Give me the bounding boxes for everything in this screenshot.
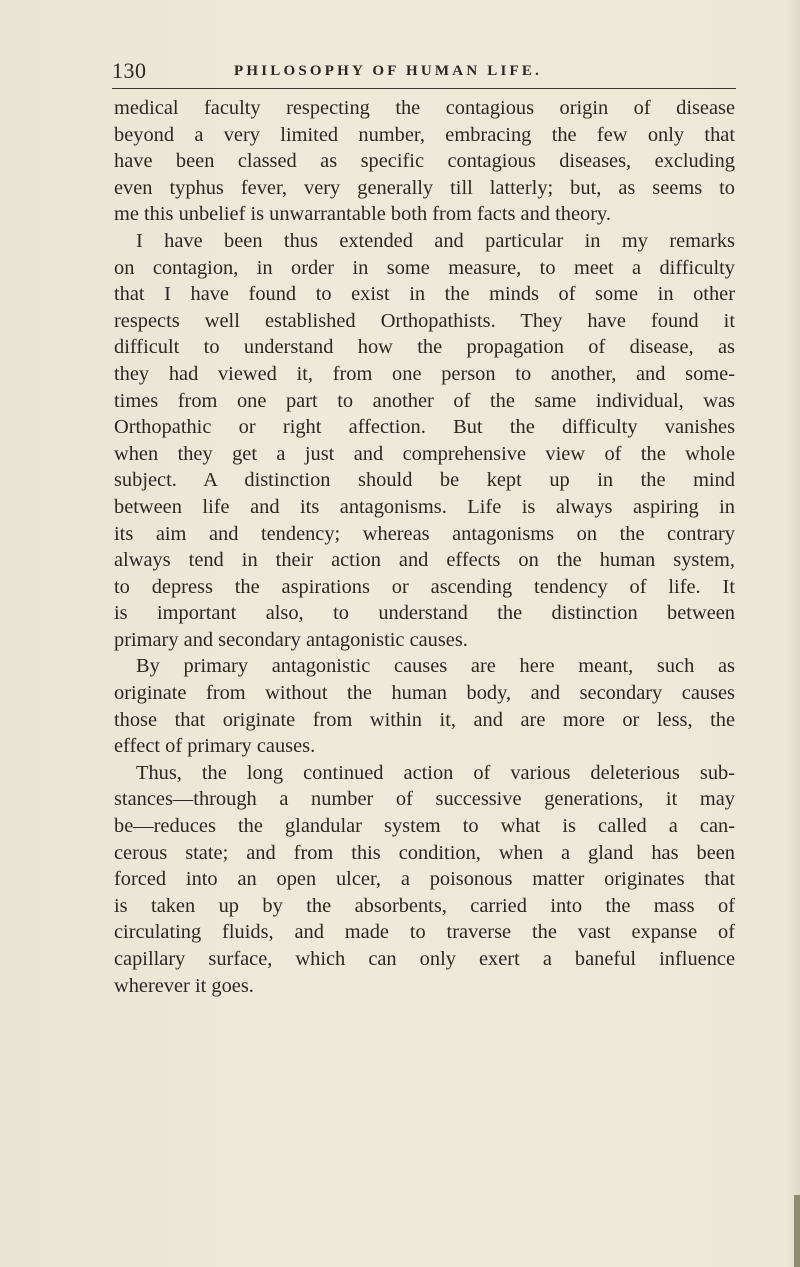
text-line: even typhus fever, very generally till latterly; but, as seems to [114, 176, 735, 199]
text-line: Orthopathic or right affection. But the difficulty vanishes [114, 416, 735, 439]
body-text [114, 95, 735, 999]
text-line: wherever it goes. [114, 974, 254, 997]
page-edge-mark [794, 1195, 800, 1267]
text-line: respects well established Orthopathists. They have found it [114, 309, 735, 332]
text-line: always tend in their action and effects on the human system, [114, 549, 735, 572]
text-line: subject. A distinction should be kept up in the mind [114, 469, 735, 492]
text-line: effect of primary causes. [114, 735, 316, 758]
text-line: forced into an open ulcer, a poisonous matter originates that [114, 868, 735, 891]
text-line: originate from without the human body, and secondary causes [114, 682, 735, 705]
page-edge-shadow [786, 0, 800, 1267]
text-line: to depress the aspirations or ascending tendency of life. It [114, 575, 735, 598]
text-line: between life and its antagonisms. Life is always aspiring in [114, 495, 735, 518]
text-line: times from one part to another of the same individual, was [114, 389, 735, 412]
text-line: those that originate from within it, and are more or less, the [114, 708, 735, 731]
text-line: beyond a very limited number, embracing the few only that [114, 123, 735, 146]
running-head: PHILOSOPHY OF HUMAN LIFE. [234, 63, 543, 79]
text-line: medical faculty respecting the contagious origin of disease [114, 97, 735, 119]
text-line: capillary surface, which can only exert a baneful influence [114, 948, 735, 970]
text-line: By primary antagonistic causes are here meant, such as [136, 655, 735, 678]
text-line: is taken up by the absorbents, carried into the mass of [114, 894, 735, 917]
text-line: me this unbelief is unwarrantable both from facts and theory. [114, 203, 611, 226]
text-line: I have been thus extended and particular in my remarks [136, 229, 735, 252]
text-line: cerous state; and from this condition, when a gland has been [114, 841, 735, 864]
text-line: on contagion, in order in some measure, to meet a difficulty [114, 256, 735, 279]
text-line: stances—through a number of successive generations, it may [114, 788, 735, 811]
text-line: have been classed as specific contagious diseases, excluding [114, 150, 735, 173]
text-line: they had viewed it, from one person to another, and some- [114, 362, 735, 385]
page-header [112, 58, 736, 89]
text-line: primary and secondary antagonistic causes. [114, 628, 468, 651]
page-number: 130 [112, 58, 147, 83]
text-line: is important also, to understand the distinction between [114, 602, 735, 625]
text-line: circulating fluids, and made to traverse the vast expanse of [114, 921, 735, 944]
text-line: difficult to understand how the propagation of disease, as [114, 336, 735, 359]
text-line: its aim and tendency; whereas antagonisms on the contrary [114, 522, 735, 545]
text-line: be—reduces the glandular system to what is called a can- [114, 815, 735, 838]
text-line: when they get a just and comprehensive view of the whole [114, 442, 735, 465]
text-line: Thus, the long continued action of various deleterious sub- [136, 761, 735, 784]
text-line: that I have found to exist in the minds of some in other [114, 283, 735, 306]
